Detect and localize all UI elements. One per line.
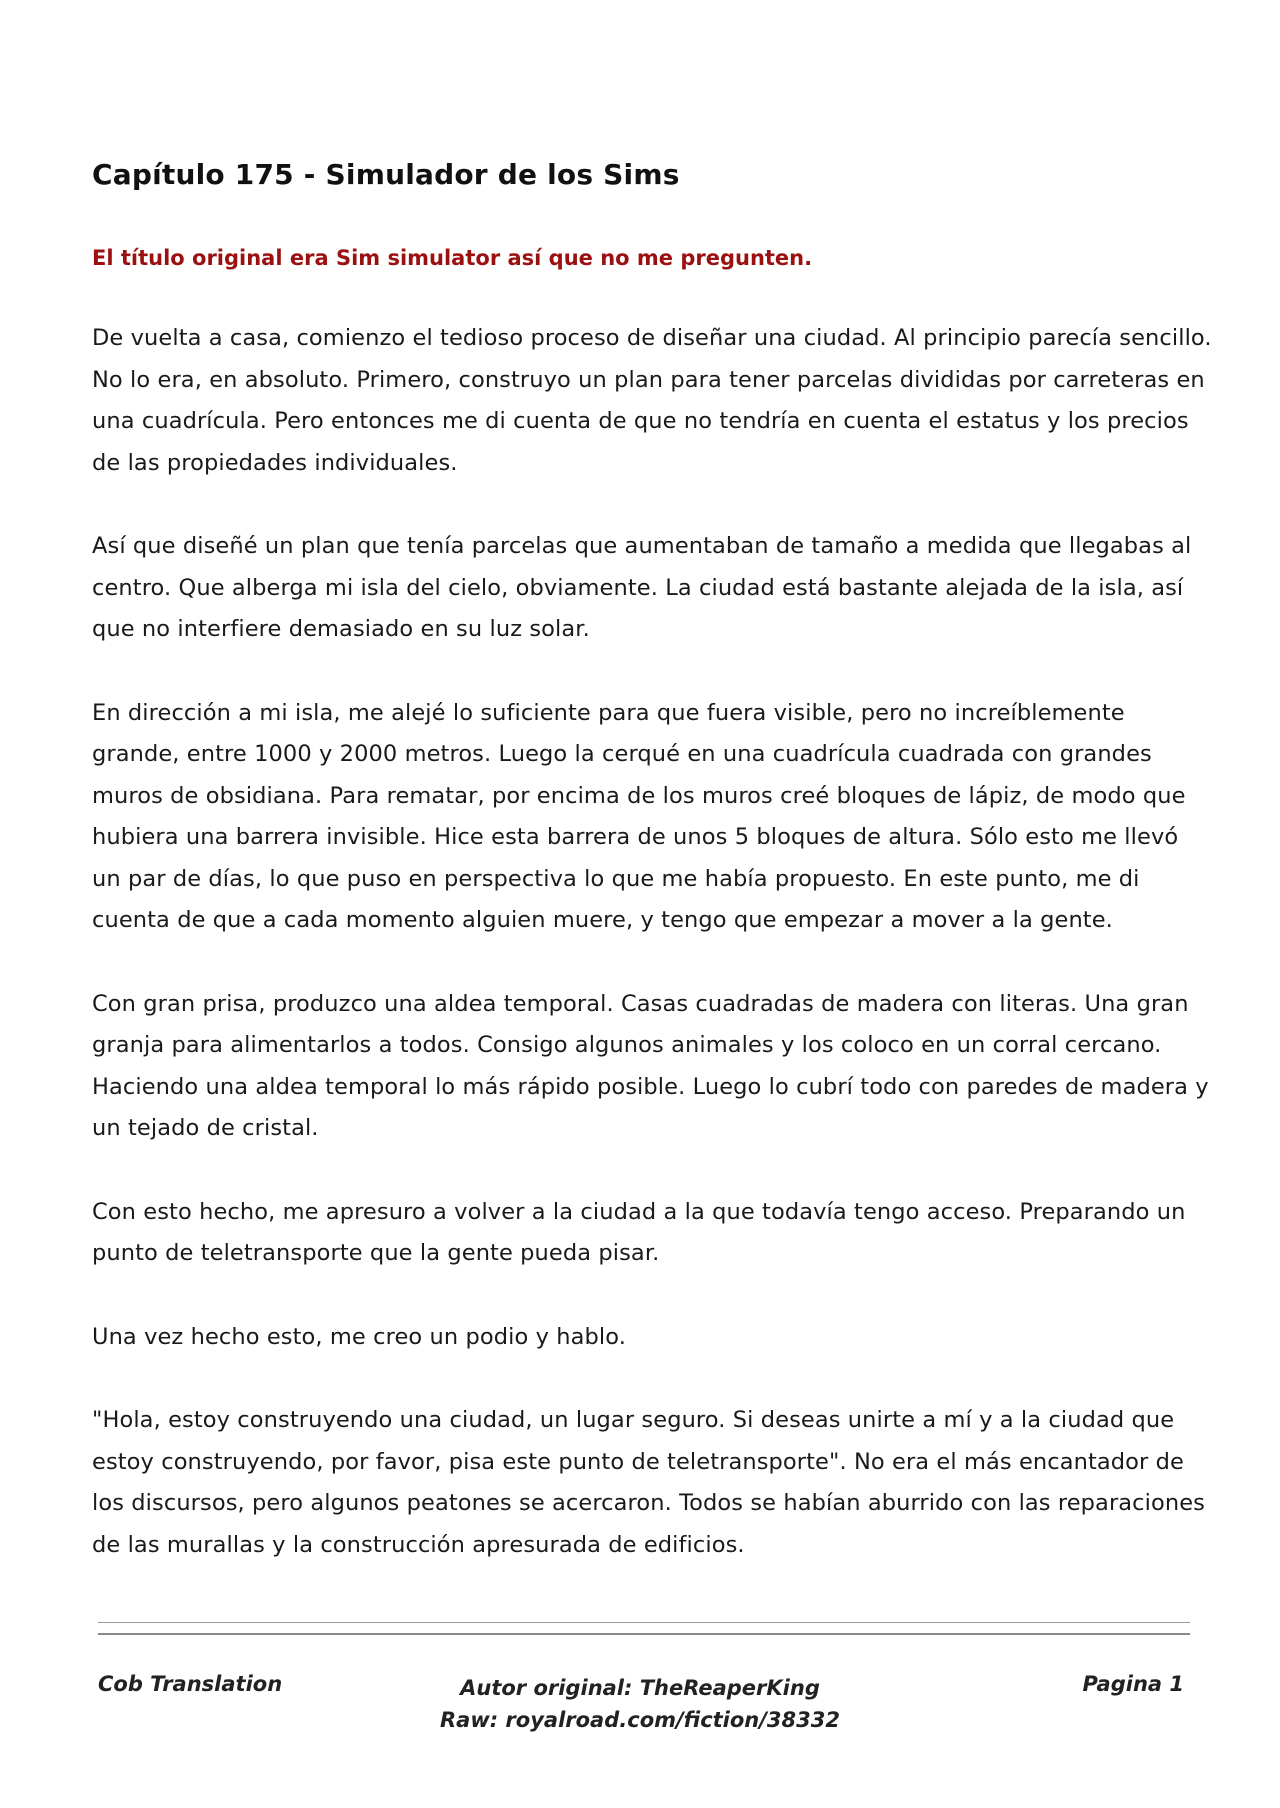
translator-note: El título original era Sim simulator así que no me pregunten. xyxy=(92,246,813,270)
footer-divider-bottom xyxy=(98,1633,1190,1635)
footer-author: Autor original: TheReaperKing xyxy=(460,1676,820,1700)
paragraph: "Hola, estoy construyendo una ciudad, un lugar seguro. Si deseas unirte a mí y a la ciudad que estoy construyendo, por favor, pisa este punto de teletransporte". No era el más encantador de los discursos, pero algunos peatones se acercaron. Todos se habían aburrido con las reparaciones de las murallas y la construcción apresurada de edificios. xyxy=(92,1407,1205,1558)
paragraph: Con esto hecho, me apresuro a volver a la ciudad a la que todavía tengo acceso. Preparando un punto de teletransporte que la gente pueda pisar. xyxy=(92,1198,1186,1266)
paragraph: Una vez hecho esto, me creo un podio y hablo. xyxy=(92,1323,626,1350)
footer-page-number: Pagina 1 xyxy=(1082,1672,1184,1696)
paragraph: Con gran prisa, produzco una aldea temporal. Casas cuadradas de madera con literas. Una gran granja para alimentarlos a todos. Consigo algunos animales y los coloco en un corral cercano. Haciendo una aldea temporal lo más rápido posible. Luego lo cubrí todo con paredes de madera y un tejado de cristal. xyxy=(92,990,1209,1141)
chapter-title: Capítulo 175 - Simulador de los Sims xyxy=(92,158,680,191)
paragraph: Así que diseñé un plan que tenía parcelas que aumentaban de tamaño a medida que llegabas al centro. Que alberga mi isla del cielo, obviamente. La ciudad está bastante alejada de la isla, así que no interfiere demasiado en su luz solar. xyxy=(92,533,1192,642)
paragraph: En dirección a mi isla, me alejé lo suficiente para que fuera visible, pero no increíblemente grande, entre 1000 y 2000 metros. Luego la cerqué en una cuadrícula cuadrada con grandes muros de obsidiana. Para rematar, por encima de los muros creé bloques de lápiz, de modo que hubiera una barrera invisible. Hice esta barrera de unos 5 bloques de altura. Sólo esto me llevó un par de días, lo que puso en perspectiva lo que me había propuesto. En este punto, me di cuenta de que a cada momento alguien muere, y tengo que empezar a mover a la gente. xyxy=(92,699,1186,933)
footer-divider-top xyxy=(98,1622,1190,1623)
footer-translator: Cob Translation xyxy=(98,1672,283,1696)
paragraph: De vuelta a casa, comienzo el tedioso proceso de diseñar una ciudad. Al principio parecía sencillo. No lo era, en absoluto. Primero, construyo un plan para tener parcelas divididas por carreteras en una cuadrícula. Pero entonces me di cuenta de que no tendría en cuenta el estatus y los precios de las propiedades individuales. xyxy=(92,325,1212,476)
chapter-body xyxy=(92,318,1212,1608)
footer-credits xyxy=(340,1672,940,1736)
footer-raw-source: Raw: royalroad.com/fiction/38332 xyxy=(439,1708,840,1732)
